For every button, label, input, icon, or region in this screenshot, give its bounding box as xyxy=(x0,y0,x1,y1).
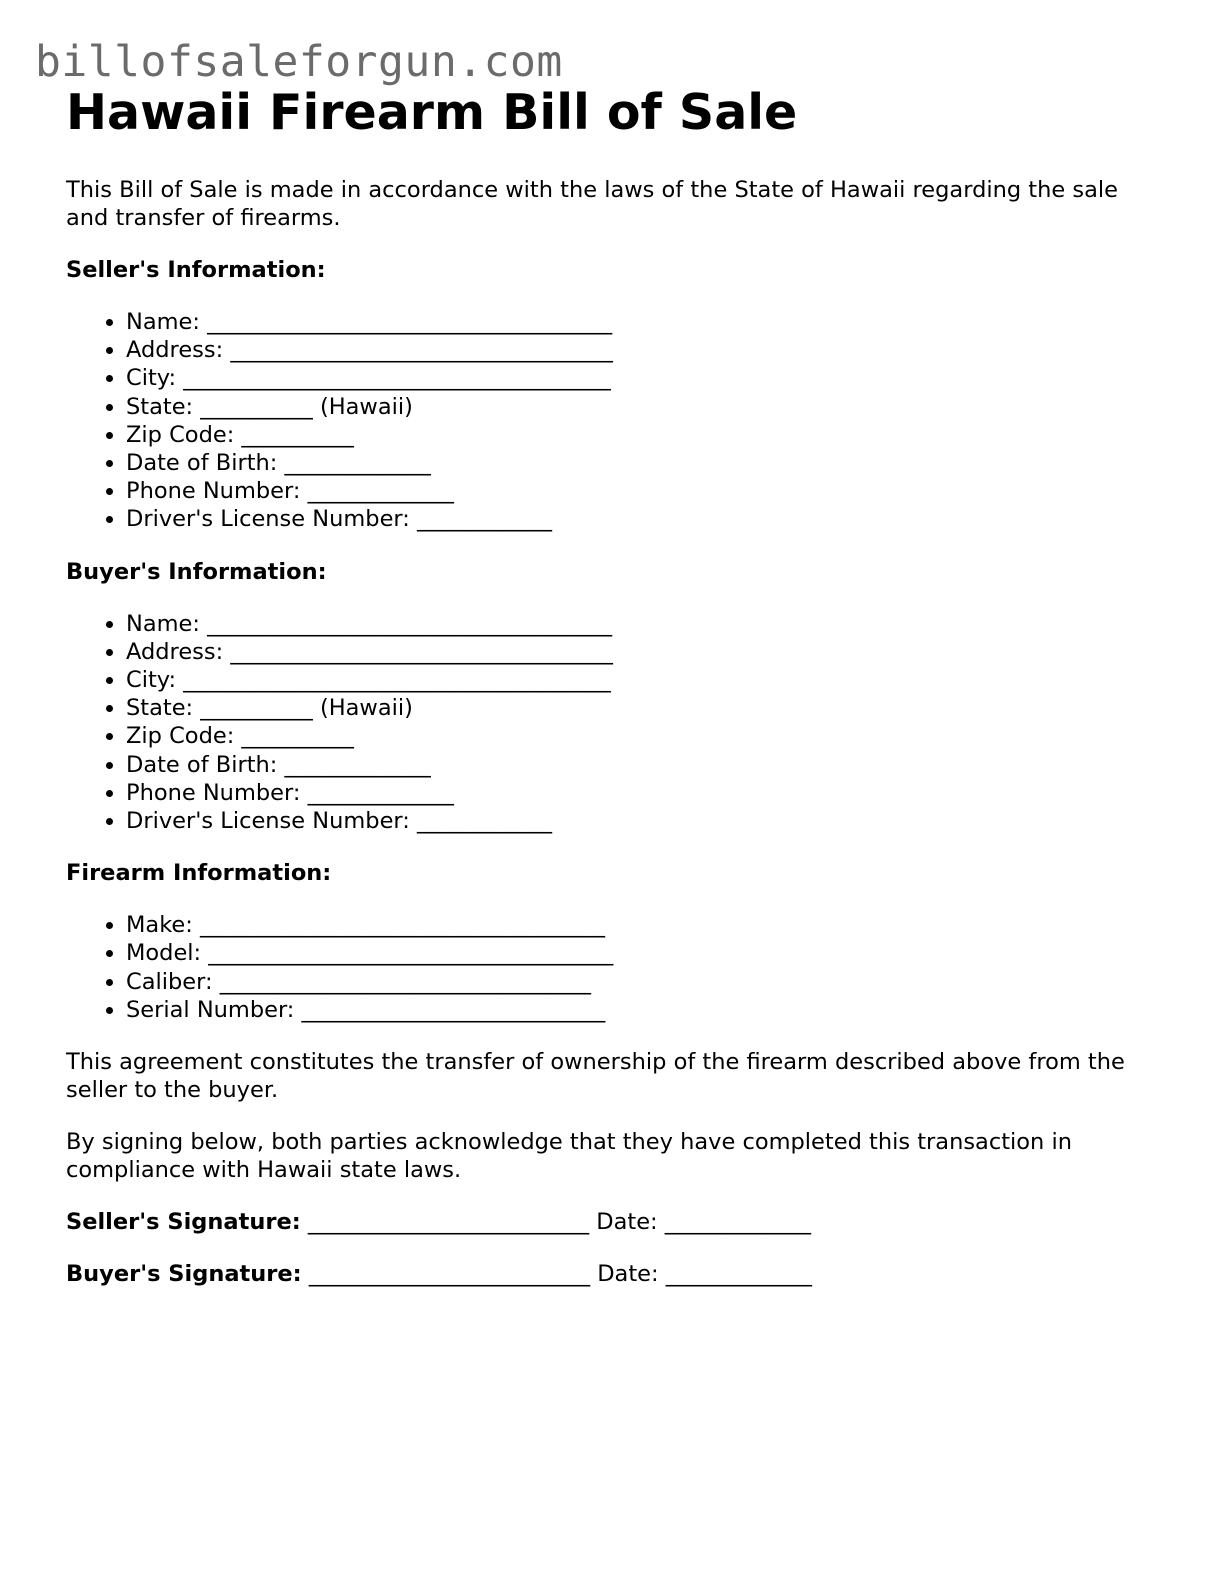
seller-signature-label: Seller's Signature: xyxy=(66,1209,301,1236)
firearm-heading: Firearm Information: xyxy=(66,860,332,887)
seller-name-field[interactable]: • Name: ____________________________________ xyxy=(126,308,1166,336)
seller-field-list xyxy=(66,308,1166,534)
buyer-license-field[interactable]: • Driver's License Number: ____________ xyxy=(126,807,1166,835)
seller-signature-row xyxy=(66,1208,1166,1236)
seller-address-field[interactable]: • Address: __________________________________ xyxy=(126,336,1166,364)
buyer-signature-label: Buyer's Signature: xyxy=(66,1261,302,1288)
agreement-paragraph: This agreement constitutes the transfer of ownership of the firearm described above from the seller to the buyer. xyxy=(66,1049,1125,1104)
buyer-dob-field[interactable]: • Date of Birth: _____________ xyxy=(126,751,1166,779)
buyer-state-field[interactable]: • State: __________ (Hawaii) xyxy=(126,694,1166,722)
seller-heading: Seller's Information: xyxy=(66,257,326,283)
watermark: billofsaleforgun.com xyxy=(35,37,563,87)
buyer-heading: Buyer's Information: xyxy=(66,558,327,585)
firearm-serial-field[interactable]: • Serial Number: ___________________________ xyxy=(126,996,1166,1024)
seller-date-line[interactable]: _____________ xyxy=(657,1209,812,1236)
firearm-caliber-field[interactable]: • Caliber: _________________________________ xyxy=(126,968,1166,996)
buyer-field-list xyxy=(66,610,1166,836)
buyer-signature-row xyxy=(66,1260,1166,1288)
firearm-field-list xyxy=(66,911,1166,1024)
buyer-city-field[interactable]: • City: ______________________________________ xyxy=(126,666,1166,694)
seller-license-field[interactable]: • Driver's License Number: ____________ xyxy=(126,505,1166,533)
buyer-zip-field[interactable]: • Zip Code: __________ xyxy=(126,722,1166,750)
document-title: Hawaii Firearm Bill of Sale xyxy=(66,84,798,141)
seller-zip-field[interactable]: • Zip Code: __________ xyxy=(126,421,1166,449)
acknowledgement-paragraph: By signing below, both parties acknowledge that they have completed this transaction in compliance with Hawaii state laws. xyxy=(66,1129,1072,1184)
seller-signature-line[interactable]: _________________________ xyxy=(300,1209,597,1236)
buyer-name-field[interactable]: • Name: ____________________________________ xyxy=(126,610,1166,638)
buyer-phone-field[interactable]: • Phone Number: _____________ xyxy=(126,779,1166,807)
buyer-address-field[interactable]: • Address: __________________________________ xyxy=(126,638,1166,666)
firearm-make-field[interactable]: • Make: ____________________________________ xyxy=(126,911,1166,939)
seller-state-field[interactable]: • State: __________ (Hawaii) xyxy=(126,393,1166,421)
buyer-date-line[interactable]: _____________ xyxy=(658,1261,812,1288)
seller-city-field[interactable]: • City: ______________________________________ xyxy=(126,364,1166,392)
seller-dob-field[interactable]: • Date of Birth: _____________ xyxy=(126,449,1166,477)
intro-paragraph: This Bill of Sale is made in accordance with the laws of the State of Hawaii regarding the sale and transfer of firearms. xyxy=(66,177,1118,231)
firearm-model-field[interactable]: • Model: ____________________________________ xyxy=(126,939,1166,967)
buyer-date-label: Date: xyxy=(597,1261,659,1288)
seller-phone-field[interactable]: • Phone Number: _____________ xyxy=(126,477,1166,505)
document-page xyxy=(66,82,1166,1288)
buyer-signature-line[interactable]: _________________________ xyxy=(301,1261,598,1288)
seller-date-label: Date: xyxy=(596,1209,658,1236)
